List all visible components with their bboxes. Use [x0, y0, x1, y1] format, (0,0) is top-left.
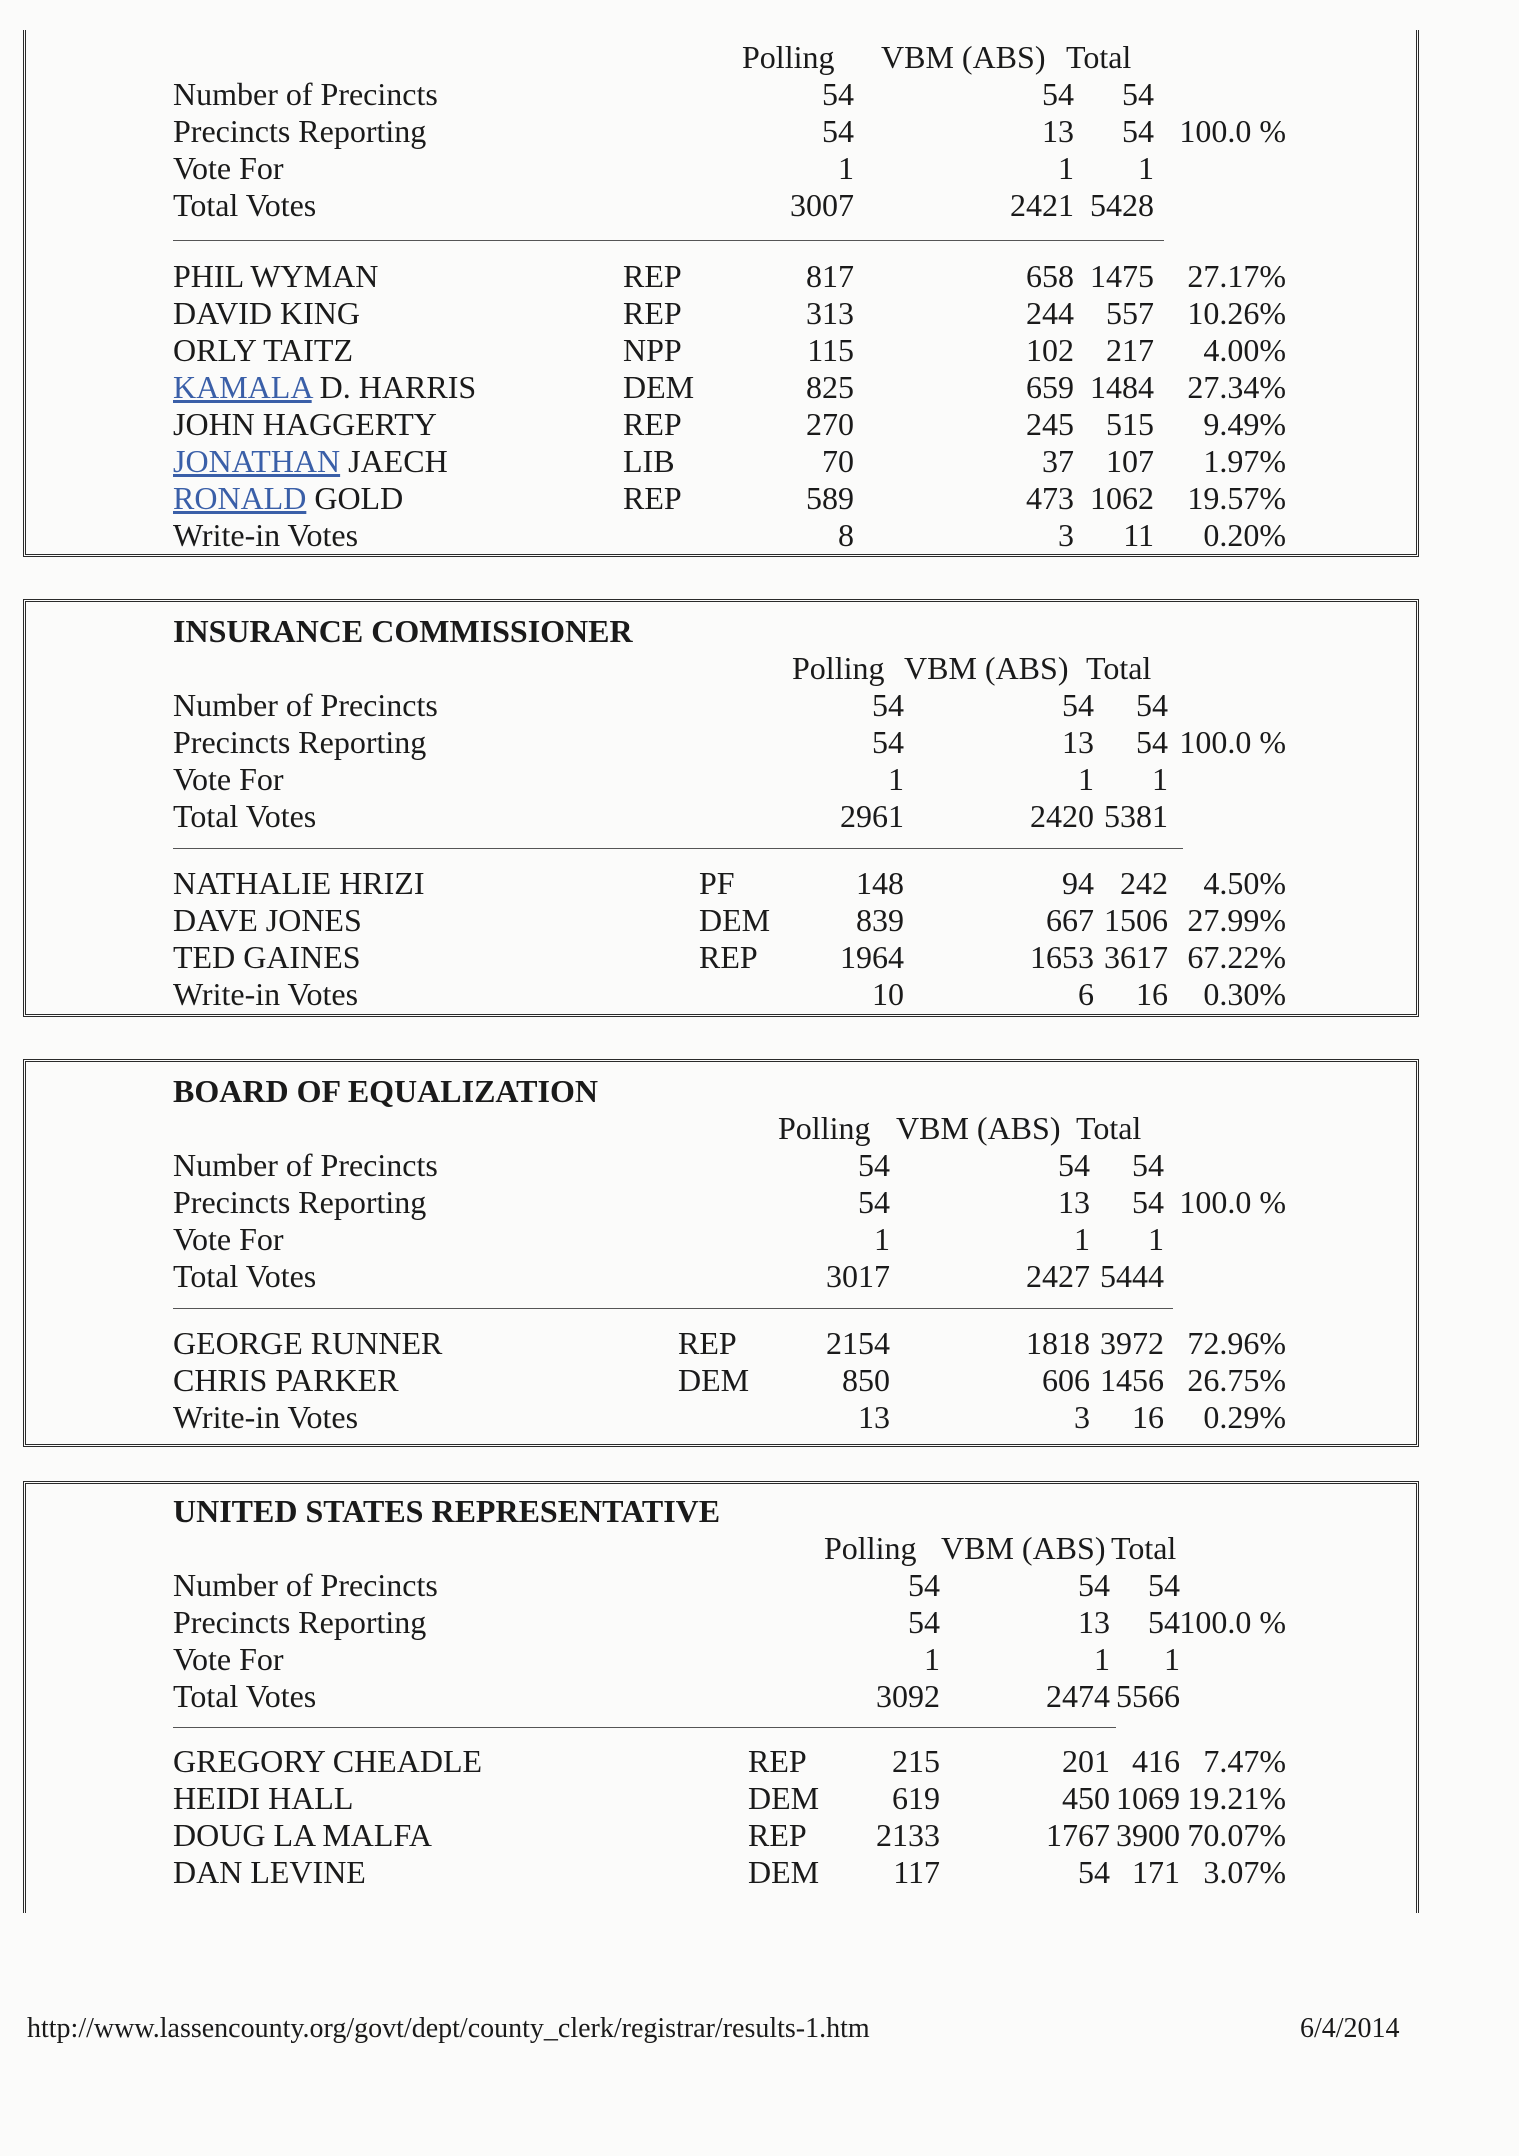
stat-percent: 100.0 %	[1179, 724, 1286, 760]
candidate-total: 1475	[1090, 258, 1154, 294]
header-vbm: VBM (ABS)	[881, 39, 1046, 75]
stat-vbm: 13	[1062, 724, 1094, 760]
candidate-polling: 313	[806, 295, 854, 331]
candidate-percent: 27.99%	[1187, 902, 1286, 938]
candidate-polling: 148	[856, 865, 904, 901]
candidate-party: NPP	[623, 332, 682, 368]
candidate-percent: 27.34%	[1187, 369, 1286, 405]
source-url[interactable]: http://www.lassencounty.org/govt/dept/county_clerk/registrar/results-1.htm	[27, 2013, 870, 2044]
header-total: Total	[1111, 1530, 1177, 1566]
candidate-party: REP	[623, 406, 682, 442]
stat-percent: 100.0 %	[1179, 113, 1286, 149]
header-polling: Polling	[824, 1530, 917, 1566]
candidate-party: REP	[678, 1325, 737, 1361]
stat-label: Precincts Reporting	[173, 1184, 427, 1220]
divider	[173, 240, 1164, 241]
candidate-total: 1484	[1090, 369, 1154, 405]
stat-total: 54	[1148, 1567, 1180, 1603]
stat-total: 54	[1136, 724, 1168, 760]
candidate-name: PHIL WYMAN	[173, 258, 379, 294]
candidate-polling: 825	[806, 369, 854, 405]
candidate-link[interactable]: KAMALA	[173, 369, 312, 405]
header-polling: Polling	[742, 39, 835, 75]
stat-polling: 1	[838, 150, 854, 186]
candidate-percent: 0.30%	[1203, 976, 1286, 1012]
candidate-party: DEM	[699, 902, 771, 938]
stat-polling: 1	[874, 1221, 890, 1257]
header-polling: Polling	[778, 1110, 871, 1146]
candidate-vbm: 473	[1026, 480, 1074, 516]
stat-vbm: 2474	[1046, 1678, 1110, 1714]
section-title: UNITED STATES REPRESENTATIVE	[173, 1493, 721, 1529]
header-total: Total	[1076, 1110, 1142, 1146]
candidate-total: 3972	[1100, 1325, 1164, 1361]
candidate-percent: 72.96%	[1187, 1325, 1286, 1361]
candidate-total: 16	[1132, 1399, 1164, 1435]
candidate-name: DAVE JONES	[173, 902, 362, 938]
candidate-total: 217	[1106, 332, 1154, 368]
stat-total: 5428	[1090, 187, 1154, 223]
candidate-total: 416	[1132, 1743, 1180, 1779]
candidate-polling: 70	[822, 443, 854, 479]
candidate-polling: 13	[858, 1399, 890, 1435]
candidate-total: 3617	[1104, 939, 1168, 975]
candidate-vbm: 450	[1062, 1780, 1110, 1816]
candidate-percent: 19.21%	[1187, 1780, 1286, 1816]
candidate-name: GREGORY CHEADLE	[173, 1743, 483, 1779]
candidate-polling: 1964	[840, 939, 904, 975]
stat-polling: 54	[858, 1184, 890, 1220]
candidate-percent: 70.07%	[1187, 1817, 1286, 1853]
candidate-vbm: 37	[1042, 443, 1074, 479]
candidate-vbm: 244	[1026, 295, 1074, 331]
candidate-total: 242	[1120, 865, 1168, 901]
header-total: Total	[1066, 39, 1132, 75]
candidate-polling: 589	[806, 480, 854, 516]
header-vbm: VBM (ABS)	[941, 1530, 1106, 1566]
candidate-total: 171	[1132, 1854, 1180, 1890]
candidate-party: REP	[699, 939, 758, 975]
results-section-3	[23, 1059, 1419, 1447]
candidate-polling: 619	[892, 1780, 940, 1816]
section-title: BOARD OF EQUALIZATION	[173, 1073, 598, 1109]
candidate-name: ORLY TAITZ	[173, 332, 353, 368]
stat-label: Vote For	[173, 1221, 284, 1257]
candidate-name: Write-in Votes	[173, 517, 359, 553]
stat-label: Number of Precincts	[173, 1567, 438, 1603]
candidate-total: 1456	[1100, 1362, 1164, 1398]
candidate-vbm: 102	[1026, 332, 1074, 368]
candidate-vbm: 606	[1042, 1362, 1090, 1398]
stat-vbm: 13	[1058, 1184, 1090, 1220]
candidate-vbm: 201	[1062, 1743, 1110, 1779]
stat-total: 54	[1148, 1604, 1180, 1640]
candidate-polling: 10	[872, 976, 904, 1012]
candidate-total: 3900	[1116, 1817, 1180, 1853]
stat-total: 54	[1132, 1184, 1164, 1220]
candidate-percent: 1.97%	[1203, 443, 1286, 479]
stat-polling: 1	[924, 1641, 940, 1677]
candidate-link[interactable]: RONALD	[173, 480, 307, 516]
candidate-name: NATHALIE HRIZI	[173, 865, 425, 901]
stat-label: Precincts Reporting	[173, 113, 427, 149]
candidate-party: REP	[748, 1743, 807, 1779]
candidate-party: DEM	[748, 1780, 820, 1816]
stat-vbm: 54	[1058, 1147, 1090, 1183]
candidate-polling: 817	[806, 258, 854, 294]
candidate-polling: 8	[838, 517, 854, 553]
stat-polling: 54	[858, 1147, 890, 1183]
stat-label: Vote For	[173, 1641, 284, 1677]
stat-total: 54	[1132, 1147, 1164, 1183]
candidate-name: Write-in Votes	[173, 1399, 359, 1435]
stat-vbm: 2427	[1026, 1258, 1090, 1294]
stat-vbm: 54	[1062, 687, 1094, 723]
section-title: INSURANCE COMMISSIONER	[173, 613, 633, 649]
header-polling: Polling	[792, 650, 885, 686]
candidate-percent: 9.49%	[1203, 406, 1286, 442]
results-section-4	[23, 1481, 1419, 1913]
print-date: 6/4/2014	[1300, 2013, 1400, 2044]
stat-label: Number of Precincts	[173, 76, 438, 112]
candidate-polling: 2133	[876, 1817, 940, 1853]
stat-total: 54	[1136, 687, 1168, 723]
candidate-percent: 26.75%	[1187, 1362, 1286, 1398]
candidate-percent: 0.20%	[1203, 517, 1286, 553]
candidate-vbm: 245	[1026, 406, 1074, 442]
stat-label: Total Votes	[173, 798, 317, 834]
candidate-party: DEM	[748, 1854, 820, 1890]
candidate-polling: 2154	[826, 1325, 890, 1361]
candidate-name: DAVID KING	[173, 295, 360, 331]
stat-label: Total Votes	[173, 187, 317, 223]
candidate-name: HEIDI HALL	[173, 1780, 354, 1816]
candidate-total: 557	[1106, 295, 1154, 331]
stat-total: 1	[1164, 1641, 1180, 1677]
candidate-polling: 115	[807, 332, 854, 368]
candidate-party: DEM	[623, 369, 695, 405]
stat-total: 1	[1152, 761, 1168, 797]
candidate-vbm: 659	[1026, 369, 1074, 405]
stat-polling: 54	[822, 113, 854, 149]
stat-total: 1	[1138, 150, 1154, 186]
results-section-1	[23, 30, 1419, 557]
stat-polling: 54	[872, 687, 904, 723]
stat-label: Number of Precincts	[173, 1147, 438, 1183]
stat-total: 5444	[1100, 1258, 1164, 1294]
candidate-vbm: 94	[1062, 865, 1094, 901]
stat-polling: 2961	[840, 798, 904, 834]
candidate-percent: 10.26%	[1187, 295, 1286, 331]
candidate-party: REP	[623, 295, 682, 331]
candidate-polling: 850	[842, 1362, 890, 1398]
stat-total: 5381	[1104, 798, 1168, 834]
candidate-polling: 215	[892, 1743, 940, 1779]
candidate-vbm: 1767	[1046, 1817, 1110, 1853]
stat-polling: 54	[872, 724, 904, 760]
candidate-percent: 4.50%	[1203, 865, 1286, 901]
stat-vbm: 13	[1078, 1604, 1110, 1640]
header-vbm: VBM (ABS)	[904, 650, 1069, 686]
candidate-percent: 3.07%	[1203, 1854, 1286, 1890]
candidate-vbm: 3	[1074, 1399, 1090, 1435]
divider	[173, 848, 1183, 849]
stat-percent: 100.0 %	[1179, 1184, 1286, 1220]
stat-total: 5566	[1116, 1678, 1180, 1714]
stat-vbm: 2420	[1030, 798, 1094, 834]
candidate-name: JOHN HAGGERTY	[173, 406, 437, 442]
candidate-party: DEM	[678, 1362, 750, 1398]
candidate-name: RONALD GOLD	[173, 480, 404, 516]
stat-vbm: 2421	[1010, 187, 1074, 223]
candidate-total: 11	[1123, 517, 1154, 553]
stat-polling: 54	[822, 76, 854, 112]
stat-total: 54	[1122, 113, 1154, 149]
stat-label: Number of Precincts	[173, 687, 438, 723]
candidate-party: REP	[623, 480, 682, 516]
candidate-party: LIB	[623, 443, 675, 479]
candidate-link[interactable]: JONATHAN	[173, 443, 341, 479]
divider	[173, 1727, 1116, 1728]
stat-polling: 3007	[790, 187, 854, 223]
stat-label: Precincts Reporting	[173, 724, 427, 760]
candidate-percent: 7.47%	[1203, 1743, 1286, 1779]
candidate-name: CHRIS PARKER	[173, 1362, 399, 1398]
candidate-polling: 117	[893, 1854, 940, 1890]
candidate-vbm: 1653	[1030, 939, 1094, 975]
candidate-party: REP	[623, 258, 682, 294]
stat-label: Precincts Reporting	[173, 1604, 427, 1640]
candidate-party: PF	[699, 865, 735, 901]
stat-label: Vote For	[173, 761, 284, 797]
stat-polling: 54	[908, 1567, 940, 1603]
candidate-total: 1069	[1116, 1780, 1180, 1816]
stat-vbm: 54	[1078, 1567, 1110, 1603]
stat-vbm: 13	[1042, 113, 1074, 149]
candidate-name: Write-in Votes	[173, 976, 359, 1012]
candidate-polling: 839	[856, 902, 904, 938]
stat-label: Total Votes	[173, 1258, 317, 1294]
candidate-name: GEORGE RUNNER	[173, 1325, 443, 1361]
candidate-name: DOUG LA MALFA	[173, 1817, 432, 1853]
candidate-percent: 27.17%	[1187, 258, 1286, 294]
candidate-total: 1506	[1104, 902, 1168, 938]
candidate-vbm: 6	[1078, 976, 1094, 1012]
stat-vbm: 1	[1094, 1641, 1110, 1677]
candidate-total: 515	[1106, 406, 1154, 442]
stat-vbm: 54	[1042, 76, 1074, 112]
candidate-name: TED GAINES	[173, 939, 361, 975]
results-section-2	[23, 599, 1419, 1017]
stat-polling: 1	[888, 761, 904, 797]
candidate-vbm: 3	[1058, 517, 1074, 553]
header-vbm: VBM (ABS)	[896, 1110, 1061, 1146]
candidate-vbm: 54	[1078, 1854, 1110, 1890]
stat-polling: 3017	[826, 1258, 890, 1294]
candidate-vbm: 667	[1046, 902, 1094, 938]
stat-polling: 3092	[876, 1678, 940, 1714]
stat-total: 54	[1122, 76, 1154, 112]
candidate-name: KAMALA D. HARRIS	[173, 369, 477, 405]
candidate-vbm: 1818	[1026, 1325, 1090, 1361]
candidate-name: DAN LEVINE	[173, 1854, 366, 1890]
divider	[173, 1308, 1173, 1309]
candidate-percent: 0.29%	[1203, 1399, 1286, 1435]
stat-total: 1	[1148, 1221, 1164, 1257]
stat-vbm: 1	[1078, 761, 1094, 797]
candidate-percent: 4.00%	[1203, 332, 1286, 368]
stat-label: Total Votes	[173, 1678, 317, 1714]
candidate-party: REP	[748, 1817, 807, 1853]
candidate-name: JONATHAN JAECH	[173, 443, 448, 479]
candidate-total: 16	[1136, 976, 1168, 1012]
stat-vbm: 1	[1074, 1221, 1090, 1257]
stat-polling: 54	[908, 1604, 940, 1640]
stat-vbm: 1	[1058, 150, 1074, 186]
candidate-total: 107	[1106, 443, 1154, 479]
header-total: Total	[1086, 650, 1152, 686]
candidate-total: 1062	[1090, 480, 1154, 516]
candidate-percent: 19.57%	[1187, 480, 1286, 516]
candidate-vbm: 658	[1026, 258, 1074, 294]
candidate-percent: 67.22%	[1187, 939, 1286, 975]
stat-label: Vote For	[173, 150, 284, 186]
candidate-polling: 270	[806, 406, 854, 442]
stat-percent: 100.0 %	[1179, 1604, 1286, 1640]
